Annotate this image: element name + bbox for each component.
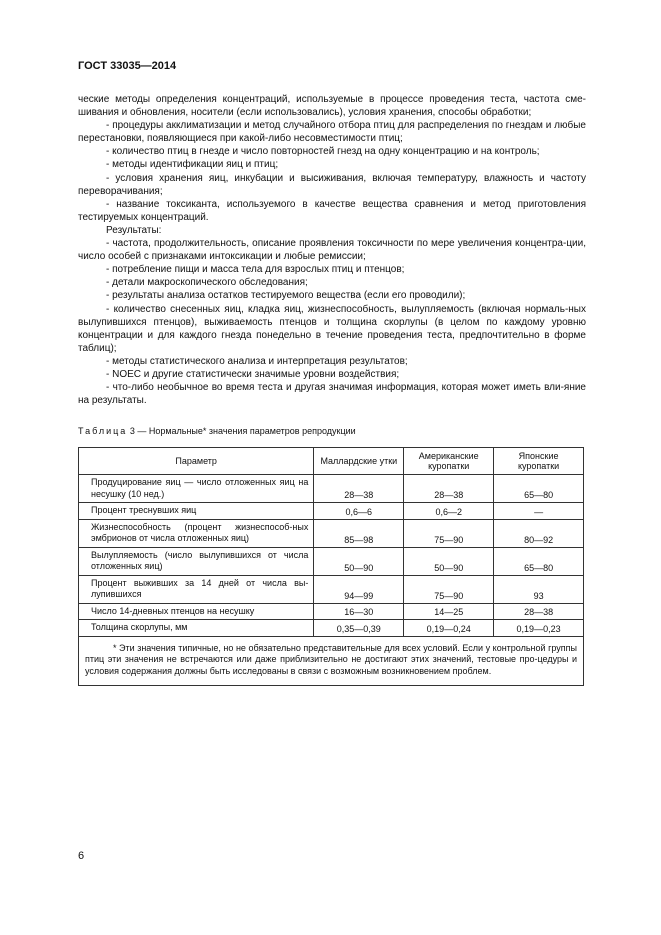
footnote-text: * Эти значения типичные, но не обязательно представительные для всех условий. Если у контрольной группы птиц эти значения не встречаются или даже приблизительно не достигают этих значений, тестовые про-цедуры и условия содержания должны быть исследованы в связи с возможным возникновением проблем. xyxy=(85,642,577,676)
param-cell: Жизнеспособность (процент жизнеспособ-ных эмбрионов от числа отложенных яиц) xyxy=(79,519,314,547)
table-caption xyxy=(78,426,356,436)
column-header: Параметр xyxy=(79,448,314,475)
value-cell: 65—80 xyxy=(494,547,584,575)
value-cell: 50—90 xyxy=(404,547,494,575)
paragraph: - потребление пищи и масса тела для взрослых птиц и птенцов; xyxy=(106,264,405,276)
value-cell: 0,6—2 xyxy=(404,503,494,520)
value-cell: 28—38 xyxy=(314,475,404,503)
value-cell: 85—98 xyxy=(314,519,404,547)
param-cell: Процент треснувших яиц xyxy=(79,503,314,520)
value-cell: 94—99 xyxy=(314,575,404,603)
value-cell: 28—38 xyxy=(404,475,494,503)
paragraph: ческие методы определения концентраций, используемые в процессе проведения теста, частота сме-шивания и обновления, носители (если использовались), условия хранения, способы обработки; xyxy=(78,94,586,119)
table-caption-text: 3 — Нормальные* значения параметров репродукции xyxy=(129,426,356,436)
parameters-table xyxy=(78,447,584,686)
table-footnote-row xyxy=(79,636,584,686)
paragraph: - процедуры акклиматизации и метод случайного отбора птиц для распределения по гнездам и любые перестановки, появляющиеся при какой-либо несовместимости птиц; xyxy=(78,120,586,145)
param-cell: Толщина скорлупы, мм xyxy=(79,620,314,637)
value-cell: 80—92 xyxy=(494,519,584,547)
param-cell: Число 14-дневных птенцов на несушку xyxy=(79,603,314,620)
table-caption-label: Таблица xyxy=(78,426,128,436)
paragraph: - условия хранения яиц, инкубации и высиживания, включая температуру, влажность и частоту переворачивания; xyxy=(78,172,586,197)
table-row xyxy=(79,620,584,637)
column-header: Маллардские утки xyxy=(314,448,404,475)
paragraph: - название токсиканта, используемого в качестве вещества сравнения и метод приготовления тестируемых концентраций. xyxy=(78,198,586,223)
value-cell: 16—30 xyxy=(314,603,404,620)
param-cell: Продуцирование яиц — число отложенных яиц на несушку (10 нед.) xyxy=(79,475,314,503)
param-cell: Процент выживших за 14 дней от числа вы-лупившихся xyxy=(79,575,314,603)
paragraph: - методы статистического анализа и интерпретация результатов; xyxy=(106,355,408,367)
value-cell: 14—25 xyxy=(404,603,494,620)
column-header: Американские куропатки xyxy=(404,448,494,475)
table-row xyxy=(79,475,584,503)
document-header: ГОСТ 33035—2014 xyxy=(78,60,177,72)
table-row xyxy=(79,603,584,620)
table-row xyxy=(79,575,584,603)
table-header-row xyxy=(79,448,584,475)
value-cell: 50—90 xyxy=(314,547,404,575)
value-cell: 0,6—6 xyxy=(314,503,404,520)
value-cell: 75—90 xyxy=(404,575,494,603)
paragraph: - что-либо необычное во время теста и другая значимая информация, которая может иметь вли-яние на результаты. xyxy=(78,382,586,407)
table-row xyxy=(79,519,584,547)
page-number: 6 xyxy=(78,850,85,862)
value-cell: 75—90 xyxy=(404,519,494,547)
value-cell: 0,19—0,24 xyxy=(404,620,494,637)
table-footnote xyxy=(79,636,584,686)
param-cell: Вылупляемость (число вылупившихся от числа отложенных яиц) xyxy=(79,547,314,575)
column-header: Японские куропатки xyxy=(494,448,584,475)
value-cell: 93 xyxy=(494,575,584,603)
section-label: Результаты: xyxy=(106,224,162,236)
paragraph: - частота, продолжительность, описание проявления токсичности по мере увеличения концентра-ции, число особей с признаками интоксикации и любые ремиссии; xyxy=(78,238,586,263)
value-cell: 0,19—0,23 xyxy=(494,620,584,637)
table-row xyxy=(79,547,584,575)
value-cell: 65—80 xyxy=(494,475,584,503)
paragraph: - результаты анализа остатков тестируемого вещества (если его проводили); xyxy=(106,290,466,302)
body-text xyxy=(78,93,586,407)
value-cell: — xyxy=(494,503,584,520)
paragraph: - методы идентификации яиц и птиц; xyxy=(106,159,279,171)
paragraph: - количество птиц в гнезде и число повторностей гнезд на одну концентрацию и на контроль; xyxy=(106,146,540,158)
value-cell: 28—38 xyxy=(494,603,584,620)
paragraph: - детали макроскопического обследования; xyxy=(106,277,308,289)
paragraph: - количество снесенных яиц, кладка яиц, жизнеспособность, вылупляемость (включая нормаль-ных вылупившихся птенцов), выживаемость птенцов и толщина скорлупы (в целом по каждому уровню концентрации и для каждого гнезда понедельно в течение проведения теста, предпочтительно в форме таблиц); xyxy=(78,303,586,354)
value-cell: 0,35—0,39 xyxy=(314,620,404,637)
table-row xyxy=(79,503,584,520)
paragraph: - NOEC и другие статистически значимые уровни воздействия; xyxy=(106,368,400,380)
